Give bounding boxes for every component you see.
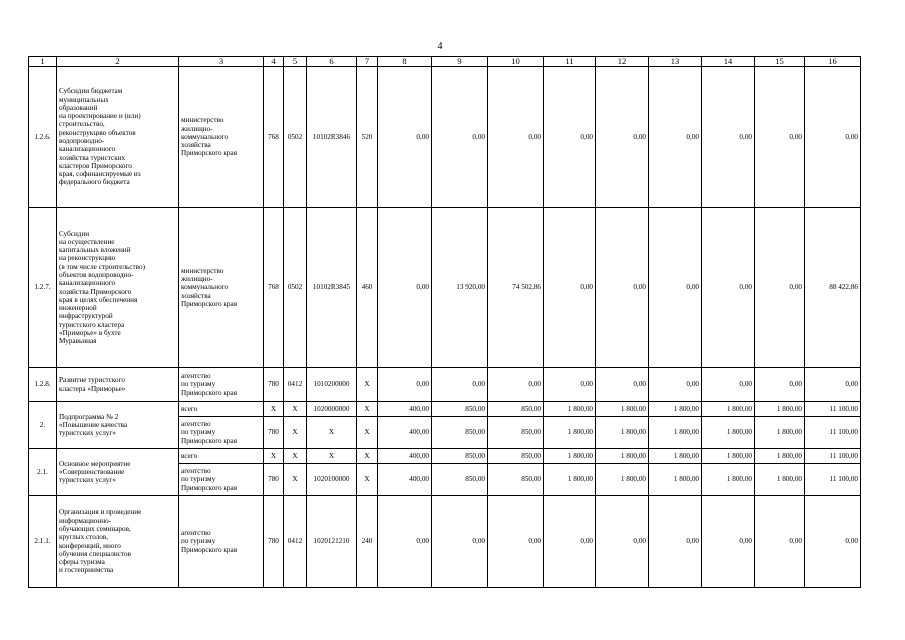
value-cell: 0,00 — [649, 208, 702, 368]
value-cell: 0,00 — [755, 208, 805, 368]
value-cell: 88 422,86 — [805, 208, 861, 368]
value-cell: 0,00 — [432, 496, 488, 588]
table-row — [29, 208, 861, 368]
value-cell: 850,00 — [432, 402, 488, 417]
value-cell: 0,00 — [755, 496, 805, 588]
code-section: X — [284, 402, 307, 417]
event-name: Субсидии на осуществление капитальных вложений на реконструкцию (в том числе строительство) объектов водопроводно- канализационного хозяйства Приморского края в целях обеспечения инженерной инфраструктурой туристского кластера «Приморье» в бухте Муравьиная — [57, 208, 179, 368]
budget-table — [28, 56, 861, 588]
page-number: 4 — [437, 41, 443, 52]
value-cell: 1 800,00 — [596, 464, 649, 496]
value-cell: 0,00 — [805, 67, 861, 208]
value-cell: 1 800,00 — [649, 402, 702, 417]
code-expense-type: X — [357, 368, 378, 402]
value-cell: 11 100,00 — [805, 464, 861, 496]
value-cell: 1 800,00 — [702, 402, 755, 417]
header-cell: 2 — [57, 57, 179, 67]
value-cell: 0,00 — [432, 368, 488, 402]
code-grbs: 780 — [264, 464, 284, 496]
value-cell: 400,00 — [378, 464, 432, 496]
value-cell: 0,00 — [596, 496, 649, 588]
header-cell: 15 — [755, 57, 805, 67]
code-section: X — [284, 464, 307, 496]
header-cell: 1 — [29, 57, 57, 67]
code-expense-type: X — [357, 402, 378, 417]
value-cell: 0,00 — [432, 67, 488, 208]
value-cell: 0,00 — [378, 368, 432, 402]
code-target: 10102R3846 — [307, 67, 357, 208]
header-cell: 7 — [357, 57, 378, 67]
code-target: 10102R3845 — [307, 208, 357, 368]
value-cell: 0,00 — [649, 496, 702, 588]
event-name: Развитие туристского кластера «Приморье» — [57, 368, 179, 402]
value-cell: 1 800,00 — [702, 464, 755, 496]
code-grbs: 780 — [264, 368, 284, 402]
value-cell: 850,00 — [432, 417, 488, 449]
value-cell: 0,00 — [378, 208, 432, 368]
code-target: 1020000000 — [307, 402, 357, 417]
event-name: Организация и проведение информационно- обучающих семинаров, круглых столов, конференций, иного обучения специалистов сферы туризма и гостеприимства — [57, 496, 179, 588]
value-cell: 0,00 — [544, 368, 596, 402]
value-cell: 1 800,00 — [649, 417, 702, 449]
value-cell: 1 800,00 — [596, 402, 649, 417]
header-cell: 4 — [264, 57, 284, 67]
code-expense-type: X — [357, 464, 378, 496]
code-section: X — [284, 449, 307, 464]
executor: агентство по туризму Приморского края — [179, 368, 264, 402]
code-target: 1010200000 — [307, 368, 357, 402]
row-number: 2.1.1. — [29, 496, 57, 588]
row-number: 1.2.6. — [29, 67, 57, 208]
header-cell: 3 — [179, 57, 264, 67]
table-row — [29, 449, 861, 464]
event-name: Субсидии бюджетам муниципальных образований на проектирование и (или) строительство, реконструкцию объектов водопроводно- канализационного хозяйства туристских кластеров Приморского края, софинансируемые из федерального бюджета — [57, 67, 179, 208]
executor: министерство жилищно- коммунального хозяйства Приморского края — [179, 208, 264, 368]
value-cell: 400,00 — [378, 402, 432, 417]
code-section: 0502 — [284, 208, 307, 368]
value-cell: 0,00 — [378, 496, 432, 588]
row-number: 2. — [29, 402, 57, 449]
executor: всего — [179, 449, 264, 464]
header-cell: 8 — [378, 57, 432, 67]
header-cell: 10 — [488, 57, 544, 67]
table-row — [29, 402, 861, 417]
value-cell: 0,00 — [488, 368, 544, 402]
code-grbs: 768 — [264, 208, 284, 368]
value-cell: 1 800,00 — [755, 402, 805, 417]
value-cell: 1 800,00 — [596, 449, 649, 464]
code-expense-type: X — [357, 417, 378, 449]
value-cell: 0,00 — [702, 208, 755, 368]
value-cell: 850,00 — [488, 464, 544, 496]
code-section: X — [284, 417, 307, 449]
code-grbs: 780 — [264, 417, 284, 449]
value-cell: 0,00 — [702, 67, 755, 208]
executor: агентство по туризму Приморского края — [179, 464, 264, 496]
value-cell: 1 800,00 — [544, 449, 596, 464]
value-cell: 1 800,00 — [755, 464, 805, 496]
value-cell: 0,00 — [596, 368, 649, 402]
value-cell: 1 800,00 — [544, 464, 596, 496]
value-cell: 0,00 — [544, 67, 596, 208]
table-row — [29, 496, 861, 588]
value-cell: 0,00 — [596, 208, 649, 368]
row-number: 1.2.7. — [29, 208, 57, 368]
value-cell: 1 800,00 — [544, 402, 596, 417]
header-cell: 16 — [805, 57, 861, 67]
executor: всего — [179, 402, 264, 417]
value-cell: 850,00 — [432, 449, 488, 464]
code-target: X — [307, 417, 357, 449]
code-expense-type: 520 — [357, 67, 378, 208]
value-cell: 0,00 — [378, 67, 432, 208]
code-expense-type: 460 — [357, 208, 378, 368]
header-cell: 6 — [307, 57, 357, 67]
value-cell: 11 100,00 — [805, 449, 861, 464]
value-cell: 0,00 — [755, 67, 805, 208]
value-cell: 13 920,00 — [432, 208, 488, 368]
executor: министерство жилищно- коммунального хозяйства Приморского края — [179, 67, 264, 208]
value-cell: 0,00 — [488, 496, 544, 588]
table-row — [29, 368, 861, 402]
header-row — [29, 57, 861, 67]
value-cell: 1 800,00 — [544, 417, 596, 449]
value-cell: 850,00 — [488, 402, 544, 417]
header-cell: 12 — [596, 57, 649, 67]
header-cell: 13 — [649, 57, 702, 67]
value-cell: 850,00 — [432, 464, 488, 496]
code-grbs: 780 — [264, 496, 284, 588]
value-cell: 74 502,86 — [488, 208, 544, 368]
row-number: 2.1. — [29, 449, 57, 496]
value-cell: 850,00 — [488, 449, 544, 464]
executor: агентство по туризму Приморского края — [179, 417, 264, 449]
event-name: Основное мероприятие «Совершенствование туристских услуг» — [57, 449, 179, 496]
value-cell: 11 100,00 — [805, 402, 861, 417]
value-cell: 11 100,00 — [805, 417, 861, 449]
table-row — [29, 67, 861, 208]
value-cell: 0,00 — [596, 67, 649, 208]
header-cell: 5 — [284, 57, 307, 67]
event-name: Подпрограмма № 2 «Повышение качества туристских услуг» — [57, 402, 179, 449]
value-cell: 0,00 — [649, 368, 702, 402]
value-cell: 1 800,00 — [649, 449, 702, 464]
code-grbs: X — [264, 449, 284, 464]
code-section: 0502 — [284, 67, 307, 208]
value-cell: 0,00 — [702, 368, 755, 402]
value-cell: 1 800,00 — [702, 449, 755, 464]
value-cell: 1 800,00 — [702, 417, 755, 449]
executor: агентство по туризму Приморского края — [179, 496, 264, 588]
value-cell: 1 800,00 — [596, 417, 649, 449]
code-section: 0412 — [284, 496, 307, 588]
header-cell: 14 — [702, 57, 755, 67]
value-cell: 0,00 — [488, 67, 544, 208]
value-cell: 850,00 — [488, 417, 544, 449]
code-expense-type: 240 — [357, 496, 378, 588]
value-cell: 400,00 — [378, 417, 432, 449]
code-target: 1020100000 — [307, 464, 357, 496]
code-grbs: 768 — [264, 67, 284, 208]
value-cell: 0,00 — [649, 67, 702, 208]
value-cell: 0,00 — [544, 208, 596, 368]
header-cell: 9 — [432, 57, 488, 67]
value-cell: 0,00 — [755, 368, 805, 402]
value-cell: 0,00 — [805, 368, 861, 402]
code-section: 0412 — [284, 368, 307, 402]
header-cell: 11 — [544, 57, 596, 67]
value-cell: 0,00 — [805, 496, 861, 588]
code-target: X — [307, 449, 357, 464]
value-cell: 400,00 — [378, 449, 432, 464]
value-cell: 1 800,00 — [755, 417, 805, 449]
code-target: 1020121210 — [307, 496, 357, 588]
row-number: 1.2.8. — [29, 368, 57, 402]
code-expense-type: X — [357, 449, 378, 464]
code-grbs: X — [264, 402, 284, 417]
value-cell: 0,00 — [544, 496, 596, 588]
value-cell: 1 800,00 — [755, 449, 805, 464]
value-cell: 1 800,00 — [649, 464, 702, 496]
value-cell: 0,00 — [702, 496, 755, 588]
